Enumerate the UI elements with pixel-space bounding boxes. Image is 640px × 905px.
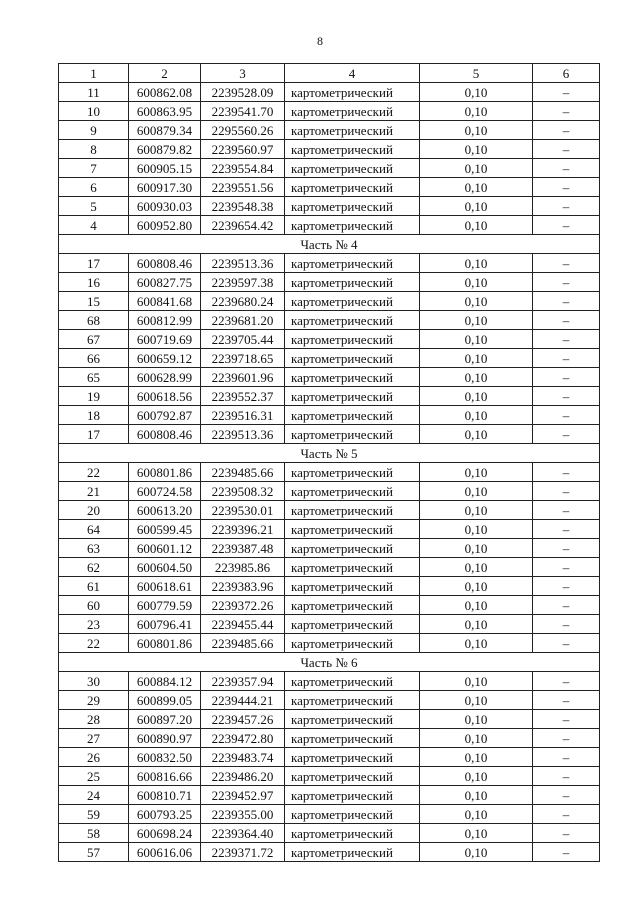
accuracy-cell: 0,10 xyxy=(420,558,533,577)
point-number-cell: 67 xyxy=(59,330,129,349)
method-cell: картометрический xyxy=(285,140,420,159)
table-row xyxy=(59,520,600,539)
y-coordinate-cell: 2239654.42 xyxy=(201,216,285,235)
point-number-cell: 57 xyxy=(59,843,129,862)
accuracy-cell: 0,10 xyxy=(420,330,533,349)
y-coordinate-cell: 223985.86 xyxy=(201,558,285,577)
method-cell: картометрический xyxy=(285,406,420,425)
table-row xyxy=(59,596,600,615)
note-cell: – xyxy=(533,254,600,273)
method-cell: картометрический xyxy=(285,273,420,292)
x-coordinate-cell: 600884.12 xyxy=(129,672,201,691)
y-coordinate-cell: 2239548.38 xyxy=(201,197,285,216)
note-cell: – xyxy=(533,330,600,349)
x-coordinate-cell: 600808.46 xyxy=(129,425,201,444)
point-number-cell: 63 xyxy=(59,539,129,558)
point-number-cell: 16 xyxy=(59,273,129,292)
point-number-cell: 28 xyxy=(59,710,129,729)
x-coordinate-cell: 600810.71 xyxy=(129,786,201,805)
x-coordinate-cell: 600801.86 xyxy=(129,463,201,482)
note-cell: – xyxy=(533,406,600,425)
x-coordinate-cell: 600779.59 xyxy=(129,596,201,615)
x-coordinate-cell: 600905.15 xyxy=(129,159,201,178)
x-coordinate-cell: 600808.46 xyxy=(129,254,201,273)
note-cell: – xyxy=(533,729,600,748)
column-number: 6 xyxy=(533,64,600,83)
note-cell: – xyxy=(533,710,600,729)
point-number-cell: 60 xyxy=(59,596,129,615)
accuracy-cell: 0,10 xyxy=(420,159,533,178)
table-row xyxy=(59,349,600,368)
accuracy-cell: 0,10 xyxy=(420,539,533,558)
method-cell: картометрический xyxy=(285,121,420,140)
accuracy-cell: 0,10 xyxy=(420,596,533,615)
accuracy-cell: 0,10 xyxy=(420,406,533,425)
x-coordinate-cell: 600724.58 xyxy=(129,482,201,501)
method-cell: картометрический xyxy=(285,159,420,178)
method-cell: картометрический xyxy=(285,197,420,216)
x-coordinate-cell: 600862.08 xyxy=(129,83,201,102)
accuracy-cell: 0,10 xyxy=(420,197,533,216)
x-coordinate-cell: 600719.69 xyxy=(129,330,201,349)
table-row xyxy=(59,140,600,159)
accuracy-cell: 0,10 xyxy=(420,691,533,710)
accuracy-cell: 0,10 xyxy=(420,767,533,786)
note-cell: – xyxy=(533,425,600,444)
y-coordinate-cell: 2239705.44 xyxy=(201,330,285,349)
x-coordinate-cell: 600832.50 xyxy=(129,748,201,767)
accuracy-cell: 0,10 xyxy=(420,216,533,235)
point-number-cell: 29 xyxy=(59,691,129,710)
y-coordinate-cell: 2239554.84 xyxy=(201,159,285,178)
y-coordinate-cell: 2239485.66 xyxy=(201,634,285,653)
x-coordinate-cell: 600628.99 xyxy=(129,368,201,387)
note-cell: – xyxy=(533,691,600,710)
note-cell: – xyxy=(533,824,600,843)
table-row xyxy=(59,672,600,691)
x-coordinate-cell: 600659.12 xyxy=(129,349,201,368)
accuracy-cell: 0,10 xyxy=(420,710,533,729)
table-row xyxy=(59,273,600,292)
note-cell: – xyxy=(533,748,600,767)
note-cell: – xyxy=(533,596,600,615)
y-coordinate-cell: 2239513.36 xyxy=(201,425,285,444)
note-cell: – xyxy=(533,634,600,653)
note-cell: – xyxy=(533,786,600,805)
method-cell: картометрический xyxy=(285,216,420,235)
y-coordinate-cell: 2239357.94 xyxy=(201,672,285,691)
note-cell: – xyxy=(533,178,600,197)
table-row xyxy=(59,539,600,558)
accuracy-cell: 0,10 xyxy=(420,121,533,140)
table-row xyxy=(59,330,600,349)
table-row xyxy=(59,406,600,425)
method-cell: картометрический xyxy=(285,501,420,520)
table-row xyxy=(59,615,600,634)
x-coordinate-cell: 600698.24 xyxy=(129,824,201,843)
point-number-cell: 6 xyxy=(59,178,129,197)
note-cell: – xyxy=(533,368,600,387)
y-coordinate-cell: 2239530.01 xyxy=(201,501,285,520)
y-coordinate-cell: 2239551.56 xyxy=(201,178,285,197)
x-coordinate-cell: 600879.82 xyxy=(129,140,201,159)
method-cell: картометрический xyxy=(285,805,420,824)
point-number-cell: 11 xyxy=(59,83,129,102)
note-cell: – xyxy=(533,520,600,539)
point-number-cell: 66 xyxy=(59,349,129,368)
method-cell: картометрический xyxy=(285,843,420,862)
method-cell: картометрический xyxy=(285,102,420,121)
note-cell: – xyxy=(533,672,600,691)
table-row xyxy=(59,729,600,748)
point-number-cell: 64 xyxy=(59,520,129,539)
table-row xyxy=(59,387,600,406)
note-cell: – xyxy=(533,273,600,292)
method-cell: картометрический xyxy=(285,349,420,368)
table-row xyxy=(59,425,600,444)
table-row xyxy=(59,634,600,653)
x-coordinate-cell: 600796.41 xyxy=(129,615,201,634)
point-number-cell: 59 xyxy=(59,805,129,824)
point-number-cell: 21 xyxy=(59,482,129,501)
table-body xyxy=(59,83,600,862)
section-header-row xyxy=(59,235,600,254)
accuracy-cell: 0,10 xyxy=(420,482,533,501)
note-cell: – xyxy=(533,767,600,786)
y-coordinate-cell: 2239364.40 xyxy=(201,824,285,843)
table-row xyxy=(59,691,600,710)
accuracy-cell: 0,10 xyxy=(420,311,533,330)
method-cell: картометрический xyxy=(285,178,420,197)
x-coordinate-cell: 600890.97 xyxy=(129,729,201,748)
y-coordinate-cell: 2239528.09 xyxy=(201,83,285,102)
point-number-cell: 30 xyxy=(59,672,129,691)
method-cell: картометрический xyxy=(285,425,420,444)
method-cell: картометрический xyxy=(285,748,420,767)
x-coordinate-cell: 600604.50 xyxy=(129,558,201,577)
y-coordinate-cell: 2239452.97 xyxy=(201,786,285,805)
x-coordinate-cell: 600618.61 xyxy=(129,577,201,596)
accuracy-cell: 0,10 xyxy=(420,463,533,482)
note-cell: – xyxy=(533,387,600,406)
method-cell: картометрический xyxy=(285,691,420,710)
y-coordinate-cell: 2239371.72 xyxy=(201,843,285,862)
method-cell: картометрический xyxy=(285,615,420,634)
point-number-cell: 4 xyxy=(59,216,129,235)
x-coordinate-cell: 600793.25 xyxy=(129,805,201,824)
y-coordinate-cell: 2239486.20 xyxy=(201,767,285,786)
point-number-cell: 26 xyxy=(59,748,129,767)
accuracy-cell: 0,10 xyxy=(420,615,533,634)
x-coordinate-cell: 600618.56 xyxy=(129,387,201,406)
accuracy-cell: 0,10 xyxy=(420,634,533,653)
method-cell: картометрический xyxy=(285,520,420,539)
x-coordinate-cell: 600812.99 xyxy=(129,311,201,330)
table-row xyxy=(59,748,600,767)
note-cell: – xyxy=(533,349,600,368)
point-number-cell: 5 xyxy=(59,197,129,216)
method-cell: картометрический xyxy=(285,463,420,482)
point-number-cell: 18 xyxy=(59,406,129,425)
point-number-cell: 20 xyxy=(59,501,129,520)
y-coordinate-cell: 2239396.21 xyxy=(201,520,285,539)
accuracy-cell: 0,10 xyxy=(420,729,533,748)
accuracy-cell: 0,10 xyxy=(420,805,533,824)
accuracy-cell: 0,10 xyxy=(420,786,533,805)
note-cell: – xyxy=(533,615,600,634)
method-cell: картометрический xyxy=(285,558,420,577)
y-coordinate-cell: 2239681.20 xyxy=(201,311,285,330)
note-cell: – xyxy=(533,501,600,520)
y-coordinate-cell: 2239485.66 xyxy=(201,463,285,482)
note-cell: – xyxy=(533,83,600,102)
x-coordinate-cell: 600616.06 xyxy=(129,843,201,862)
method-cell: картометрический xyxy=(285,482,420,501)
y-coordinate-cell: 2295560.26 xyxy=(201,121,285,140)
table-row xyxy=(59,311,600,330)
accuracy-cell: 0,10 xyxy=(420,140,533,159)
table-row xyxy=(59,482,600,501)
method-cell: картометрический xyxy=(285,83,420,102)
accuracy-cell: 0,10 xyxy=(420,843,533,862)
x-coordinate-cell: 600801.86 xyxy=(129,634,201,653)
y-coordinate-cell: 2239387.48 xyxy=(201,539,285,558)
method-cell: картометрический xyxy=(285,786,420,805)
note-cell: – xyxy=(533,482,600,501)
accuracy-cell: 0,10 xyxy=(420,501,533,520)
section-title: Часть № 4 xyxy=(59,235,600,254)
note-cell: – xyxy=(533,539,600,558)
point-number-cell: 10 xyxy=(59,102,129,121)
method-cell: картометрический xyxy=(285,311,420,330)
note-cell: – xyxy=(533,216,600,235)
point-number-cell: 22 xyxy=(59,463,129,482)
y-coordinate-cell: 2239597.38 xyxy=(201,273,285,292)
method-cell: картометрический xyxy=(285,824,420,843)
point-number-cell: 17 xyxy=(59,254,129,273)
point-number-cell: 7 xyxy=(59,159,129,178)
x-coordinate-cell: 600827.75 xyxy=(129,273,201,292)
note-cell: – xyxy=(533,197,600,216)
x-coordinate-cell: 600601.12 xyxy=(129,539,201,558)
y-coordinate-cell: 2239601.96 xyxy=(201,368,285,387)
accuracy-cell: 0,10 xyxy=(420,824,533,843)
note-cell: – xyxy=(533,843,600,862)
coordinates-table xyxy=(58,63,600,862)
method-cell: картометрический xyxy=(285,729,420,748)
column-number: 3 xyxy=(201,64,285,83)
method-cell: картометрический xyxy=(285,387,420,406)
x-coordinate-cell: 600917.30 xyxy=(129,178,201,197)
table-row xyxy=(59,786,600,805)
table-row xyxy=(59,254,600,273)
y-coordinate-cell: 2239541.70 xyxy=(201,102,285,121)
accuracy-cell: 0,10 xyxy=(420,83,533,102)
point-number-cell: 8 xyxy=(59,140,129,159)
accuracy-cell: 0,10 xyxy=(420,102,533,121)
page-number: 8 xyxy=(317,34,323,48)
y-coordinate-cell: 2239513.36 xyxy=(201,254,285,273)
point-number-cell: 24 xyxy=(59,786,129,805)
accuracy-cell: 0,10 xyxy=(420,577,533,596)
note-cell: – xyxy=(533,159,600,178)
method-cell: картометрический xyxy=(285,254,420,273)
table-row xyxy=(59,159,600,178)
table-row xyxy=(59,501,600,520)
table-row xyxy=(59,178,600,197)
x-coordinate-cell: 600879.34 xyxy=(129,121,201,140)
table-row xyxy=(59,805,600,824)
y-coordinate-cell: 2239457.26 xyxy=(201,710,285,729)
y-coordinate-cell: 2239383.96 xyxy=(201,577,285,596)
point-number-cell: 25 xyxy=(59,767,129,786)
accuracy-cell: 0,10 xyxy=(420,520,533,539)
column-number: 5 xyxy=(420,64,533,83)
note-cell: – xyxy=(533,292,600,311)
table-row xyxy=(59,577,600,596)
table-row xyxy=(59,197,600,216)
method-cell: картометрический xyxy=(285,634,420,653)
accuracy-cell: 0,10 xyxy=(420,387,533,406)
method-cell: картометрический xyxy=(285,368,420,387)
column-number: 1 xyxy=(59,64,129,83)
x-coordinate-cell: 600816.66 xyxy=(129,767,201,786)
method-cell: картометрический xyxy=(285,710,420,729)
accuracy-cell: 0,10 xyxy=(420,425,533,444)
table-row xyxy=(59,843,600,862)
x-coordinate-cell: 600841.68 xyxy=(129,292,201,311)
x-coordinate-cell: 600792.87 xyxy=(129,406,201,425)
y-coordinate-cell: 2239560.97 xyxy=(201,140,285,159)
table-row xyxy=(59,292,600,311)
accuracy-cell: 0,10 xyxy=(420,368,533,387)
y-coordinate-cell: 2239508.32 xyxy=(201,482,285,501)
note-cell: – xyxy=(533,577,600,596)
point-number-cell: 23 xyxy=(59,615,129,634)
x-coordinate-cell: 600952.80 xyxy=(129,216,201,235)
point-number-cell: 65 xyxy=(59,368,129,387)
table-row xyxy=(59,368,600,387)
section-title: Часть № 5 xyxy=(59,444,600,463)
accuracy-cell: 0,10 xyxy=(420,178,533,197)
y-coordinate-cell: 2239680.24 xyxy=(201,292,285,311)
accuracy-cell: 0,10 xyxy=(420,273,533,292)
note-cell: – xyxy=(533,102,600,121)
point-number-cell: 22 xyxy=(59,634,129,653)
y-coordinate-cell: 2239516.31 xyxy=(201,406,285,425)
point-number-cell: 9 xyxy=(59,121,129,140)
column-number-row xyxy=(59,64,600,83)
note-cell: – xyxy=(533,311,600,330)
note-cell: – xyxy=(533,805,600,824)
method-cell: картометрический xyxy=(285,577,420,596)
x-coordinate-cell: 600899.05 xyxy=(129,691,201,710)
point-number-cell: 62 xyxy=(59,558,129,577)
y-coordinate-cell: 2239455.44 xyxy=(201,615,285,634)
y-coordinate-cell: 2239552.37 xyxy=(201,387,285,406)
table-row xyxy=(59,83,600,102)
table-row xyxy=(59,710,600,729)
x-coordinate-cell: 600897.20 xyxy=(129,710,201,729)
note-cell: – xyxy=(533,140,600,159)
accuracy-cell: 0,10 xyxy=(420,254,533,273)
point-number-cell: 17 xyxy=(59,425,129,444)
point-number-cell: 61 xyxy=(59,577,129,596)
point-number-cell: 58 xyxy=(59,824,129,843)
x-coordinate-cell: 600930.03 xyxy=(129,197,201,216)
x-coordinate-cell: 600863.95 xyxy=(129,102,201,121)
x-coordinate-cell: 600599.45 xyxy=(129,520,201,539)
accuracy-cell: 0,10 xyxy=(420,748,533,767)
section-header-row xyxy=(59,653,600,672)
accuracy-cell: 0,10 xyxy=(420,292,533,311)
table-row xyxy=(59,767,600,786)
point-number-cell: 19 xyxy=(59,387,129,406)
point-number-cell: 68 xyxy=(59,311,129,330)
table-row xyxy=(59,121,600,140)
table-row xyxy=(59,558,600,577)
table-row xyxy=(59,463,600,482)
column-number: 2 xyxy=(129,64,201,83)
accuracy-cell: 0,10 xyxy=(420,349,533,368)
method-cell: картометрический xyxy=(285,672,420,691)
column-number: 4 xyxy=(285,64,420,83)
y-coordinate-cell: 2239472.80 xyxy=(201,729,285,748)
method-cell: картометрический xyxy=(285,596,420,615)
note-cell: – xyxy=(533,463,600,482)
y-coordinate-cell: 2239444.21 xyxy=(201,691,285,710)
method-cell: картометрический xyxy=(285,767,420,786)
accuracy-cell: 0,10 xyxy=(420,672,533,691)
y-coordinate-cell: 2239483.74 xyxy=(201,748,285,767)
note-cell: – xyxy=(533,558,600,577)
point-number-cell: 27 xyxy=(59,729,129,748)
note-cell: – xyxy=(533,121,600,140)
section-title: Часть № 6 xyxy=(59,653,600,672)
point-number-cell: 15 xyxy=(59,292,129,311)
table-row xyxy=(59,824,600,843)
table-row xyxy=(59,102,600,121)
y-coordinate-cell: 2239355.00 xyxy=(201,805,285,824)
x-coordinate-cell: 600613.20 xyxy=(129,501,201,520)
method-cell: картометрический xyxy=(285,539,420,558)
section-header-row xyxy=(59,444,600,463)
y-coordinate-cell: 2239372.26 xyxy=(201,596,285,615)
y-coordinate-cell: 2239718.65 xyxy=(201,349,285,368)
method-cell: картометрический xyxy=(285,330,420,349)
table-row xyxy=(59,216,600,235)
method-cell: картометрический xyxy=(285,292,420,311)
